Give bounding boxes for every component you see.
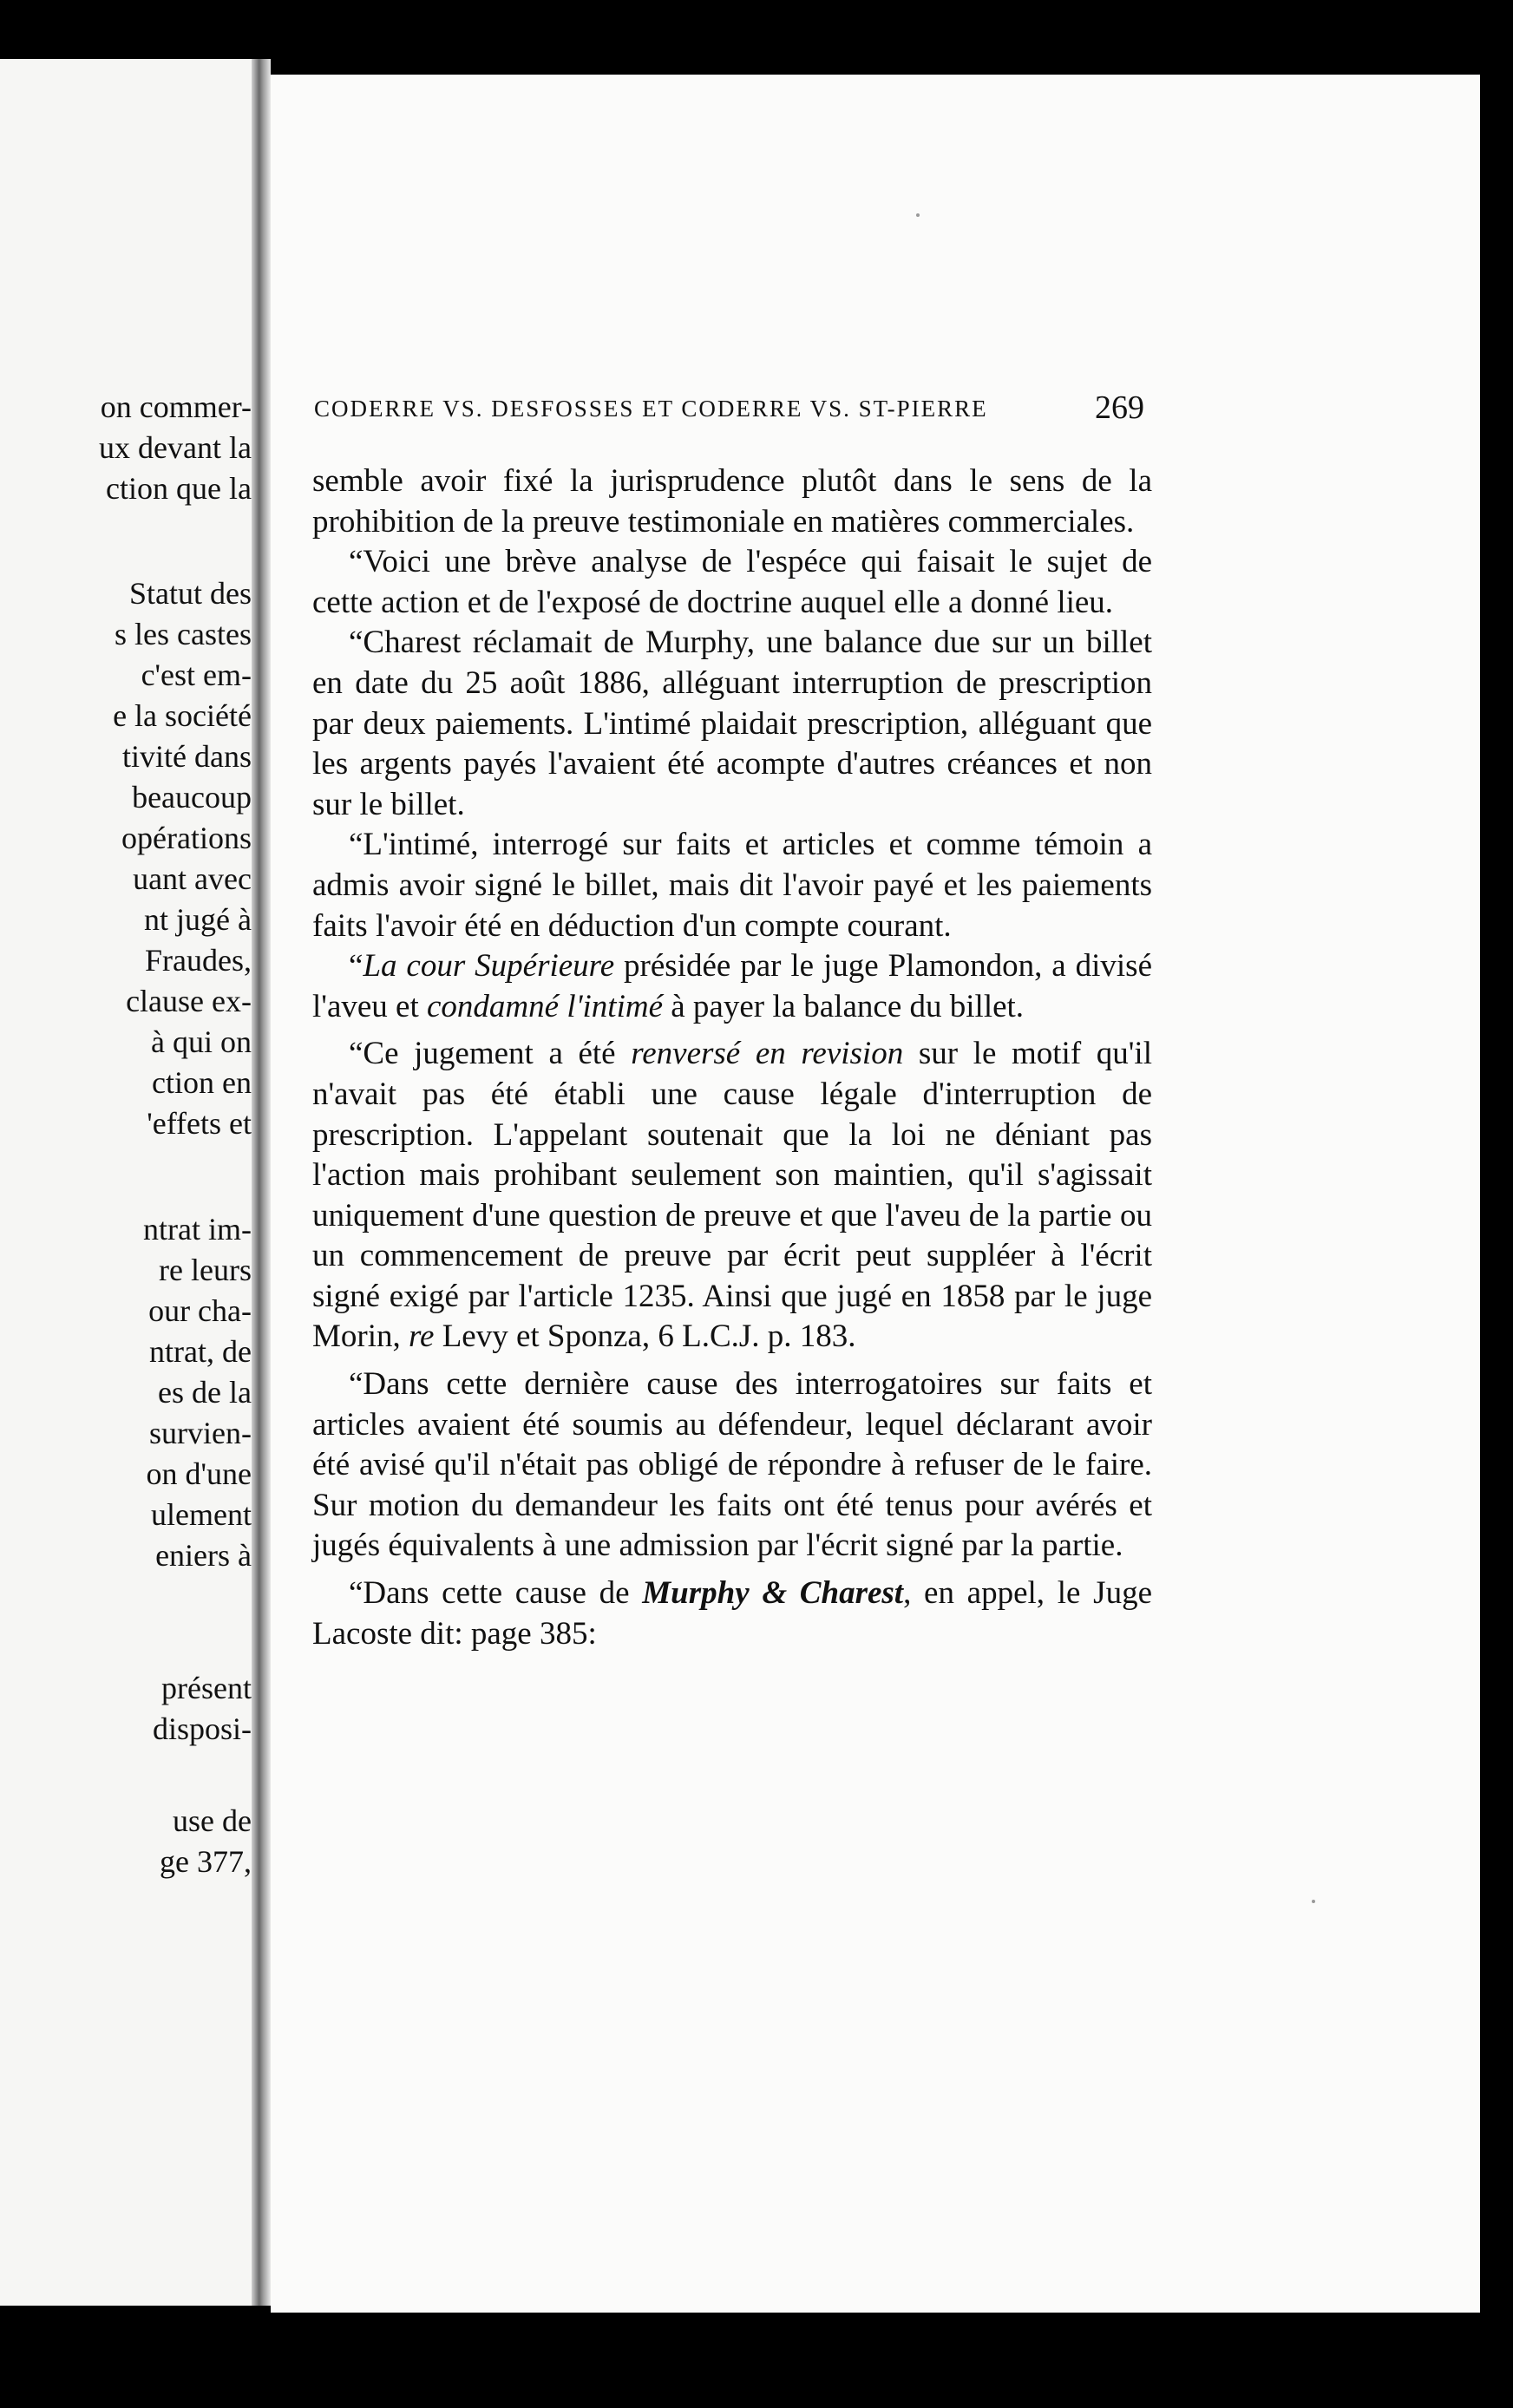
left-page-line: on d'une [146,1456,252,1491]
page-number: 269 [1095,389,1144,426]
left-page-line: our cha- [148,1293,252,1328]
left-page-line: ntrat im- [143,1212,252,1247]
left-page-line: nt jugé à [144,902,252,937]
running-head: CODERRE VS. DESFOSSES ET CODERRE VS. ST-PIERRE [314,396,988,422]
left-page-line: 'effets et [147,1106,252,1141]
speck [916,213,920,217]
paragraph-6-text-c: Levy et Sponza, 6 L.C.J. p. 183. [434,1319,856,1355]
italic-re: re [409,1319,435,1355]
body-text [312,461,1152,1654]
left-page-line: Fraudes, [145,943,252,978]
paragraph-7: “Dans cette dernière cause des interrogatoires sur faits et articles avaient été soumis au défendeur, lequel déclarant avoir été avisé qu'il n'était pas obligé de répondre à refuser de le faire. Sur motion du demandeur les faits ont été tenus pour avérés et jugés équivalents à une admission par l'écrit signé par la partie. [312,1366,1152,1564]
left-page-line: uant avec [133,861,252,896]
paragraph-2: “Voici une brève analyse de l'espéce qui faisait le sujet de cette action et de l'exposé de doctrine auquel elle a donné lieu. [312,544,1152,620]
left-page-line: ntrat, de [149,1334,252,1369]
left-page-line: Statut des [129,576,252,611]
left-page-line: ction que la [106,471,252,506]
paragraph-4: “L'intimé, interrogé sur faits et articles et comme témoin a admis avoir signé le billet, mais dit l'avoir payé et les paiements faits l'avoir été en déduction d'un compte courant. [312,827,1152,944]
left-page-line: présent [161,1671,252,1705]
paragraph-5 [312,946,1152,1027]
left-page-line: survien- [149,1416,252,1450]
left-page-line: e la société [113,698,252,733]
italic-condemned: condamné l'intimé [427,988,663,1024]
left-page-line: ction en [152,1065,252,1100]
left-page-line: disposi- [152,1711,252,1746]
paragraph-5-text-a: présidée par le juge Plamondon, a divisé l'aveu et [312,948,1152,1024]
left-page-line: clause ex- [126,984,252,1018]
left-page-line: use de [173,1803,252,1838]
italic-court-name: La cour Supérieure [363,948,615,985]
speck [1312,1900,1315,1903]
paragraph-5-text-b: à payer la balance du billet. [663,988,1025,1024]
paragraph-8-text-a: “Dans cette cause de [349,1575,643,1612]
left-page-line: ux devant la [99,430,252,465]
left-page-line: s les castes [115,617,252,651]
left-page-line: tivité dans [122,739,252,774]
left-page-line: beaucoup [132,780,252,815]
left-page-line: opérations [121,821,252,855]
book-gutter [252,59,271,2306]
paragraph-1: semble avoir fixé la jurisprudence plutôt dans le sens de la prohibition de la preuve testimoniale en matières commerciales. [312,463,1152,540]
paragraph-6 [312,1034,1152,1358]
left-page-line: es de la [158,1375,252,1410]
left-page-line: à qui on [151,1024,252,1059]
left-page-line: ulement [151,1497,252,1532]
paragraph-6-text-b: sur le motif qu'il n'avait pas été établi une cause légale d'interruption de prescription. L'appelant soutenait que la loi ne déniant pas l'action mais prohibant seulement son maintien, qu'il s'agissait uniquement d'une question de preuve et que l'aveu de la partie ou un commencement de preuve par écrit peut suppléer à l'écrit signé exigé par l'article 1235. Ainsi que jugé en 1858 par le juge Morin, [312,1036,1152,1355]
left-page-line: re leurs [159,1253,252,1287]
quote-mark: “ [349,948,364,985]
italic-case-name: Murphy & Charest [642,1575,904,1612]
paragraph-6-text-a: “Ce jugement a été [349,1036,632,1072]
paragraph-8 [312,1574,1152,1654]
paragraph-8-text-b: , en appel, le Juge Lacoste dit: page 385: [312,1575,1152,1652]
left-page-line: ge 377, [160,1844,252,1879]
paragraph-3: “Charest réclamait de Murphy, une balance due sur un billet en date du 25 août 1886, alléguant interruption de prescription par deux paiements. L'intimé plaidait prescription, alléguant que les argents payés l'avaient été acompte d'autres créances et non sur le billet. [312,625,1152,822]
left-page-line: eniers à [155,1538,252,1573]
italic-reversed: renversé en revision [631,1036,904,1072]
left-page-line: on commer- [100,389,252,424]
left-page-fragment [0,59,252,2306]
left-page-line: c'est em- [141,658,252,692]
